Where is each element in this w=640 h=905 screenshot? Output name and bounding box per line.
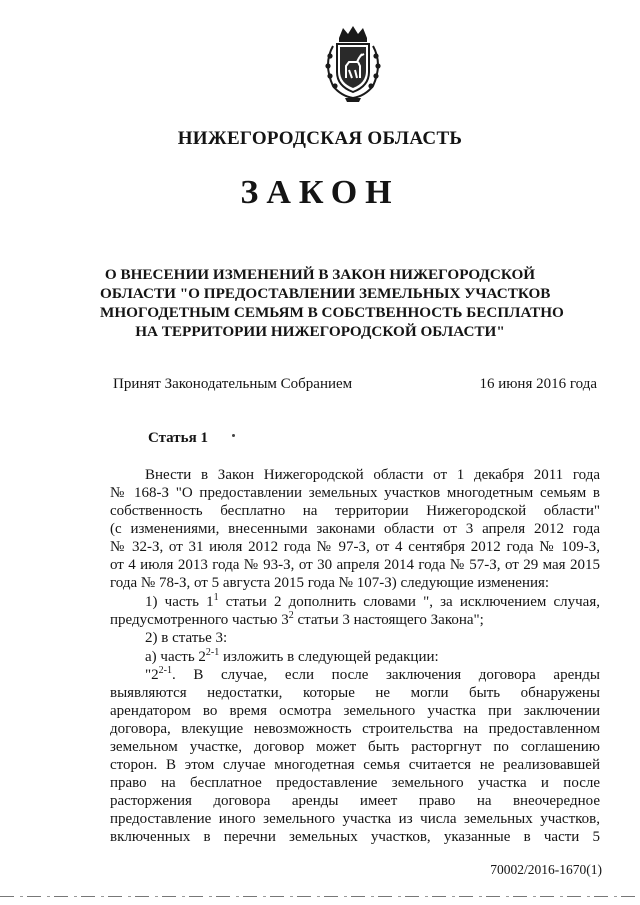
- law-name: [100, 265, 564, 341]
- scan-edge-line: [0, 896, 640, 897]
- coat-of-arms-icon: [319, 24, 387, 104]
- law-name-line: О ВНЕСЕНИИ ИЗМЕНЕНИЙ В ЗАКОН НИЖЕГОРОДСКОЙ: [104, 266, 536, 283]
- document-number: 70002/2016-1670(1): [490, 862, 602, 877]
- body-line: (с изменениями, внесенными законами области от 3 апреля 2012 года: [110, 521, 600, 537]
- body-line: арендатором во время осмотра земельного участка при заключении: [110, 703, 600, 719]
- body-line: земельном участке, договор может быть расторгнут по соглашению: [110, 739, 600, 755]
- region-title: НИЖЕГОРОДСКАЯ ОБЛАСТЬ: [177, 128, 463, 149]
- body-line: предусмотренного частью $3^2$ статьи 3 настоящего Закона";: [110, 610, 484, 628]
- body-line: а) часть 2$^{2-1}$ изложить в следующей редакции:: [145, 647, 439, 665]
- body-line: 2) в статье 3:: [145, 630, 228, 646]
- body-line: сторон. В этом случае многодетная семья считается не реализовавшей: [110, 757, 600, 773]
- body-line: право на бесплатное предоставление земельного участка и после: [110, 775, 600, 791]
- law-name-line: ОБЛАСТИ "О ПРЕДОСТАВЛЕНИИ ЗЕМЕЛЬНЫХ УЧАСТКОВ: [100, 285, 551, 302]
- body-line: выявляются недостатки, которые не могли быть обнаружены: [110, 685, 600, 701]
- body-line: предоставление иного земельного участка из числа земельных участков,: [110, 811, 600, 827]
- body-line: от 4 июля 2013 года № 93-З, от 30 апреля 2014 года № 57-З, от 29 мая 2015: [110, 557, 600, 573]
- adopted-by: Принят Законодательным Собранием: [113, 376, 353, 392]
- body-line: "2$^{2-1}$. В случае, если после заключения договора аренды: [145, 665, 600, 683]
- article-heading: Статья 1: [148, 430, 208, 446]
- scan-speck: [232, 434, 235, 437]
- body-line: собственность бесплатно на территории Нижегородской области": [110, 503, 600, 519]
- body-line: Внести в Закон Нижегородской области от 1 декабря 2011 года: [145, 467, 600, 483]
- body-line: года № 78-З, от 5 августа 2015 года № 107-З) следующие изменения:: [110, 575, 550, 591]
- body-line: № 32-З, от 31 июля 2012 года № 97-З, от 4 сентября 2012 года № 109-З,: [110, 539, 600, 555]
- adopted-date: 16 июня 2016 года: [479, 376, 597, 392]
- body-line: расторжения договора аренды имеет право на внеочередное: [110, 793, 600, 809]
- body-line: договора, влекущие невозможность строительства на предоставленном: [110, 721, 600, 737]
- body-line: № 168-З "О предоставлении земельных участков многодетным семьям в: [110, 485, 600, 501]
- law-name-line: НА ТЕРРИТОРИИ НИЖЕГОРОДСКОЙ ОБЛАСТИ": [135, 323, 505, 340]
- law-name-line: МНОГОДЕТНЫМ СЕМЬЯМ В СОБСТВЕННОСТЬ БЕСПЛАТНО: [100, 304, 564, 321]
- body-line: включенных в перечни земельных участков, указанные в части 5: [110, 829, 600, 845]
- body-line: 1) часть $1^1$ статьи 2 дополнить словами ", за исключением случая,: [145, 592, 600, 610]
- law-title: ЗАКОН: [240, 174, 400, 211]
